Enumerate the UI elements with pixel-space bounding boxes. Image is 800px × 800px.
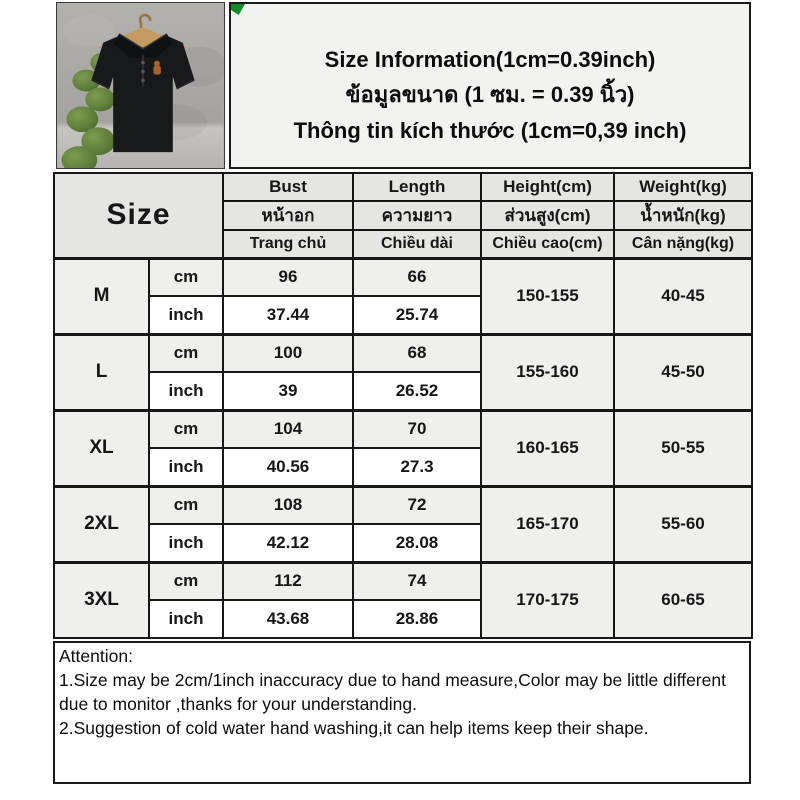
length-inch: 28.86: [353, 600, 481, 638]
title-vietnamese: Thông tin kích thước (1cm=0,39 inch): [293, 117, 687, 143]
title-english: Size Information(1cm=0.39inch): [324, 47, 656, 73]
height-range: 150-155: [481, 258, 614, 334]
bust-inch: 40.56: [223, 448, 353, 486]
unit-inch: inch: [149, 524, 223, 562]
top-section: [53, 0, 751, 171]
weight-range: 45-50: [614, 334, 752, 410]
col-header-bust-vi: Trang chủ: [223, 230, 353, 258]
weight-range: 50-55: [614, 410, 752, 486]
bust-inch: 37.44: [223, 296, 353, 334]
weight-range: 60-65: [614, 562, 752, 638]
col-header-bust-en: Bust: [223, 173, 353, 201]
length-cm: 72: [353, 486, 481, 524]
length-cm: 66: [353, 258, 481, 296]
col-header-weight-th: น้ำหนัก(kg): [614, 201, 752, 230]
unit-cm: cm: [149, 334, 223, 372]
attention-line-1: 1.Size may be 2cm/1inch inaccuracy due to hand measure,Color may be little different due to monitor ,thanks for your understanding.: [59, 670, 726, 714]
height-range: 155-160: [481, 334, 614, 410]
height-range: 160-165: [481, 410, 614, 486]
col-header-length-vi: Chiều dài: [353, 230, 481, 258]
length-inch: 25.74: [353, 296, 481, 334]
col-header-weight-en: Weight(kg): [614, 173, 752, 201]
col-header-height-th: ส่วนสูง(cm): [481, 201, 614, 230]
bust-inch: 42.12: [223, 524, 353, 562]
bust-cm: 100: [223, 334, 353, 372]
length-cm: 70: [353, 410, 481, 448]
unit-inch: inch: [149, 296, 223, 334]
product-photo: [56, 2, 225, 169]
height-range: 170-175: [481, 562, 614, 638]
bust-inch: 39: [223, 372, 353, 410]
header-row-en: [54, 173, 752, 201]
size-info-header: [229, 2, 751, 169]
table-row: [54, 334, 752, 372]
length-inch: 27.3: [353, 448, 481, 486]
bust-cm: 104: [223, 410, 353, 448]
size-label-m: M: [54, 258, 149, 334]
unit-cm: cm: [149, 258, 223, 296]
table-row: [54, 410, 752, 448]
attention-note: [53, 641, 751, 784]
unit-inch: inch: [149, 448, 223, 486]
bust-cm: 96: [223, 258, 353, 296]
attention-line-2: 2.Suggestion of cold water hand washing,it can help items keep their shape.: [59, 718, 649, 738]
table-row: [54, 562, 752, 600]
col-header-length-en: Length: [353, 173, 481, 201]
size-table: [53, 172, 753, 639]
col-header-weight-vi: Cân nặng(kg): [614, 230, 752, 258]
unit-inch: inch: [149, 372, 223, 410]
length-cm: 74: [353, 562, 481, 600]
size-label-l: L: [54, 334, 149, 410]
unit-inch: inch: [149, 600, 223, 638]
weight-range: 40-45: [614, 258, 752, 334]
size-label-2xl: 2XL: [54, 486, 149, 562]
attention-title: Attention:: [59, 646, 133, 666]
table-row: [54, 486, 752, 524]
title-thai: ข้อมูลขนาด (1 ซม. = 0.39 นิ้ว): [345, 82, 635, 108]
col-header-height-en: Height(cm): [481, 173, 614, 201]
bust-cm: 112: [223, 562, 353, 600]
length-cm: 68: [353, 334, 481, 372]
size-header-cell: Size: [54, 173, 223, 258]
bust-cm: 108: [223, 486, 353, 524]
size-label-3xl: 3XL: [54, 562, 149, 638]
length-inch: 26.52: [353, 372, 481, 410]
col-header-length-th: ความยาว: [353, 201, 481, 230]
unit-cm: cm: [149, 562, 223, 600]
green-corner-marker-icon: [231, 4, 245, 15]
unit-cm: cm: [149, 410, 223, 448]
weight-range: 55-60: [614, 486, 752, 562]
bust-inch: 43.68: [223, 600, 353, 638]
size-label-xl: XL: [54, 410, 149, 486]
length-inch: 28.08: [353, 524, 481, 562]
col-header-bust-th: หน้าอก: [223, 201, 353, 230]
height-range: 165-170: [481, 486, 614, 562]
table-row: [54, 258, 752, 296]
black-polo-shirt-image: [57, 3, 224, 168]
col-header-height-vi: Chiều cao(cm): [481, 230, 614, 258]
unit-cm: cm: [149, 486, 223, 524]
